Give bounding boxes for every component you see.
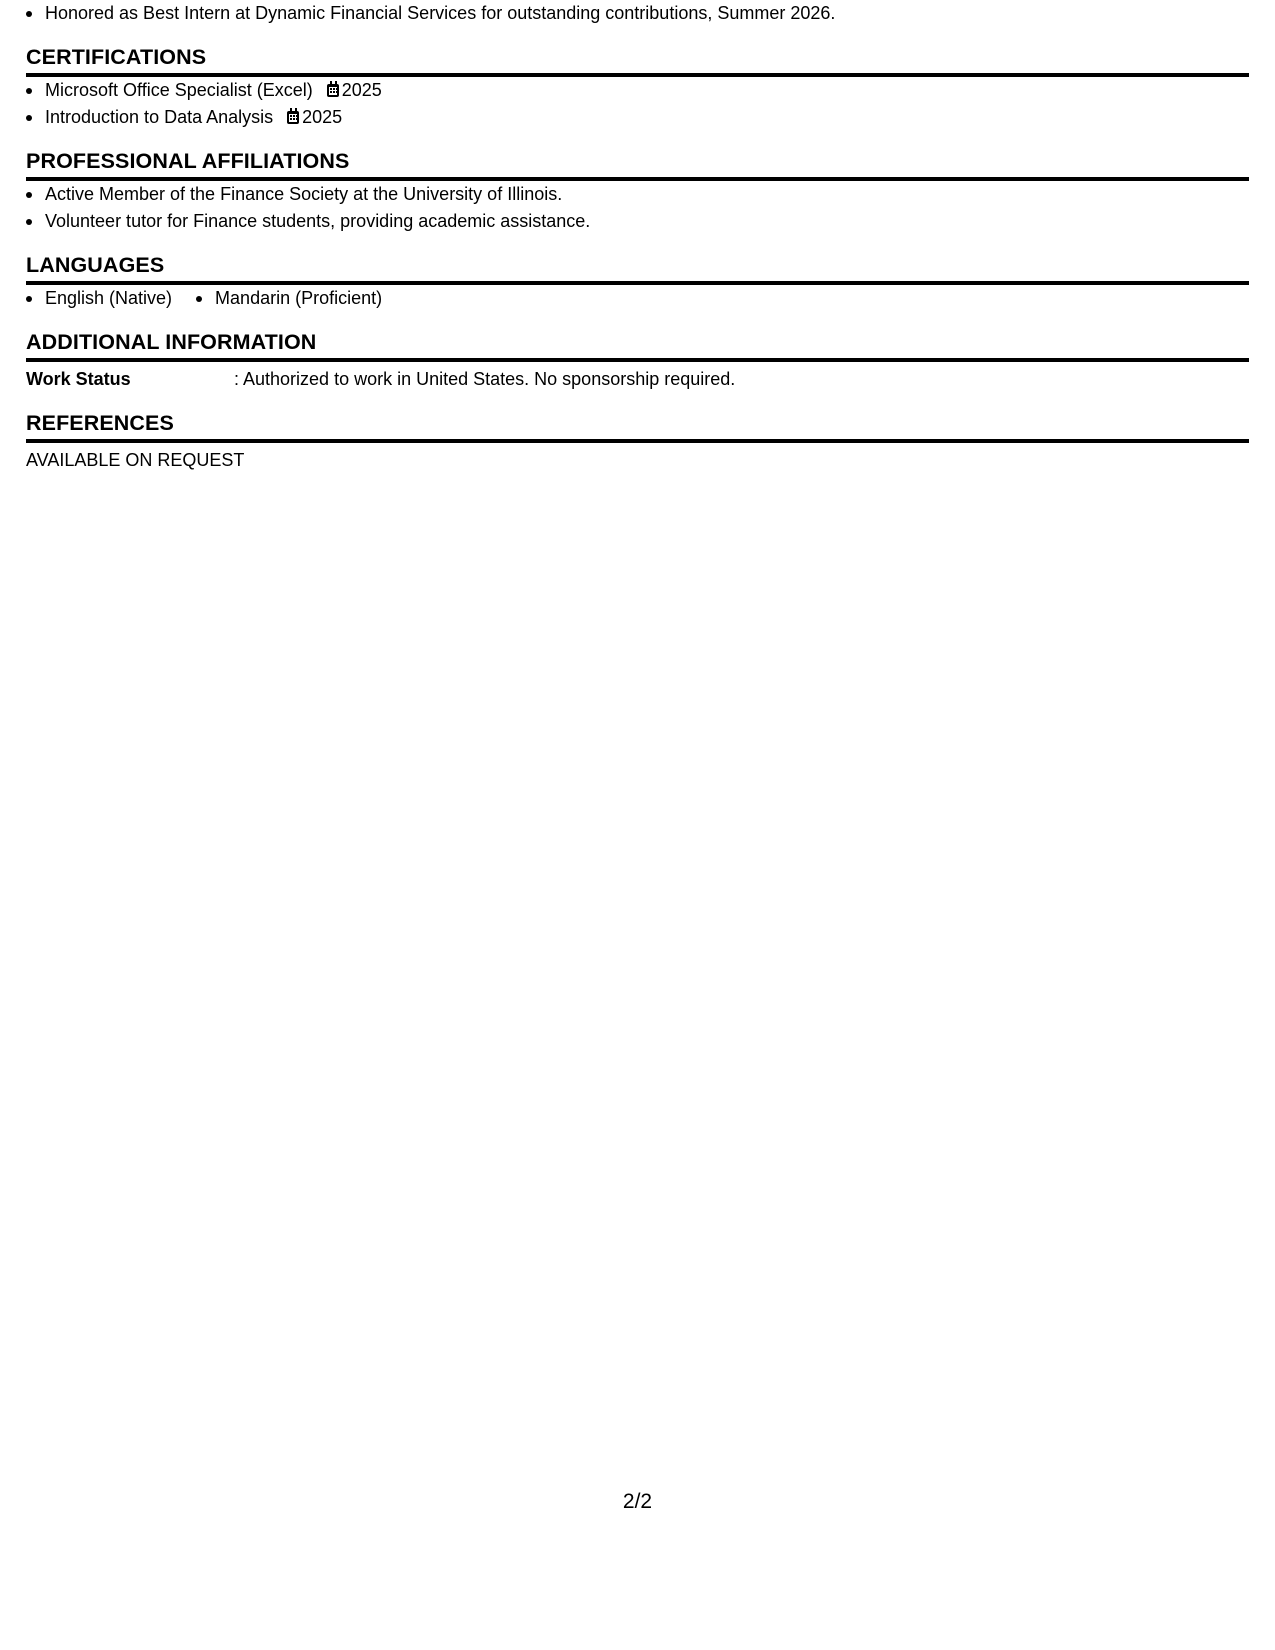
- certifications-section: [26, 44, 1249, 131]
- languages-section: [26, 252, 1249, 312]
- references-section: [26, 410, 1249, 474]
- section-title: REFERENCES: [26, 410, 1249, 443]
- section-title: PROFESSIONAL AFFILIATIONS: [26, 148, 1249, 181]
- certification-date: 2025: [302, 107, 343, 127]
- work-status-row: [26, 366, 1249, 393]
- list-item: English (Native): [26, 285, 172, 312]
- calendar-icon: [327, 84, 339, 97]
- list-item: Volunteer tutor for Finance students, providing academic assistance.: [26, 208, 1249, 235]
- list-item: [26, 104, 1249, 131]
- section-title: LANGUAGES: [26, 252, 1249, 285]
- page-number: 2/2: [622, 1490, 653, 1513]
- work-status-label: Work Status: [26, 369, 131, 389]
- section-title: CERTIFICATIONS: [26, 44, 1249, 77]
- list-item: Honored as Best Intern at Dynamic Financial Services for outstanding contributions, Summer 2026.: [26, 0, 1249, 27]
- references-text: AVAILABLE ON REQUEST: [26, 450, 245, 470]
- work-status-value: : Authorized to work in United States. No sponsorship required.: [234, 369, 736, 389]
- section-title: ADDITIONAL INFORMATION: [26, 329, 1249, 362]
- certification-name: Introduction to Data Analysis: [45, 107, 274, 127]
- calendar-icon: [287, 111, 299, 124]
- certification-name: Microsoft Office Specialist (Excel): [45, 80, 313, 100]
- certification-date: 2025: [341, 80, 382, 100]
- certifications-list: [26, 77, 1249, 131]
- list-item: Active Member of the Finance Society at the University of Illinois.: [26, 181, 1249, 208]
- additional-information-body: [26, 362, 1249, 393]
- awards-list: [26, 0, 1249, 27]
- additional-information-section: [26, 329, 1249, 393]
- list-item: [26, 77, 1249, 104]
- languages-list: [26, 285, 1249, 312]
- affiliations-list: [26, 181, 1249, 235]
- affiliations-section: [26, 148, 1249, 235]
- list-item: Mandarin (Proficient): [196, 285, 382, 312]
- resume-page: [26, 0, 1249, 474]
